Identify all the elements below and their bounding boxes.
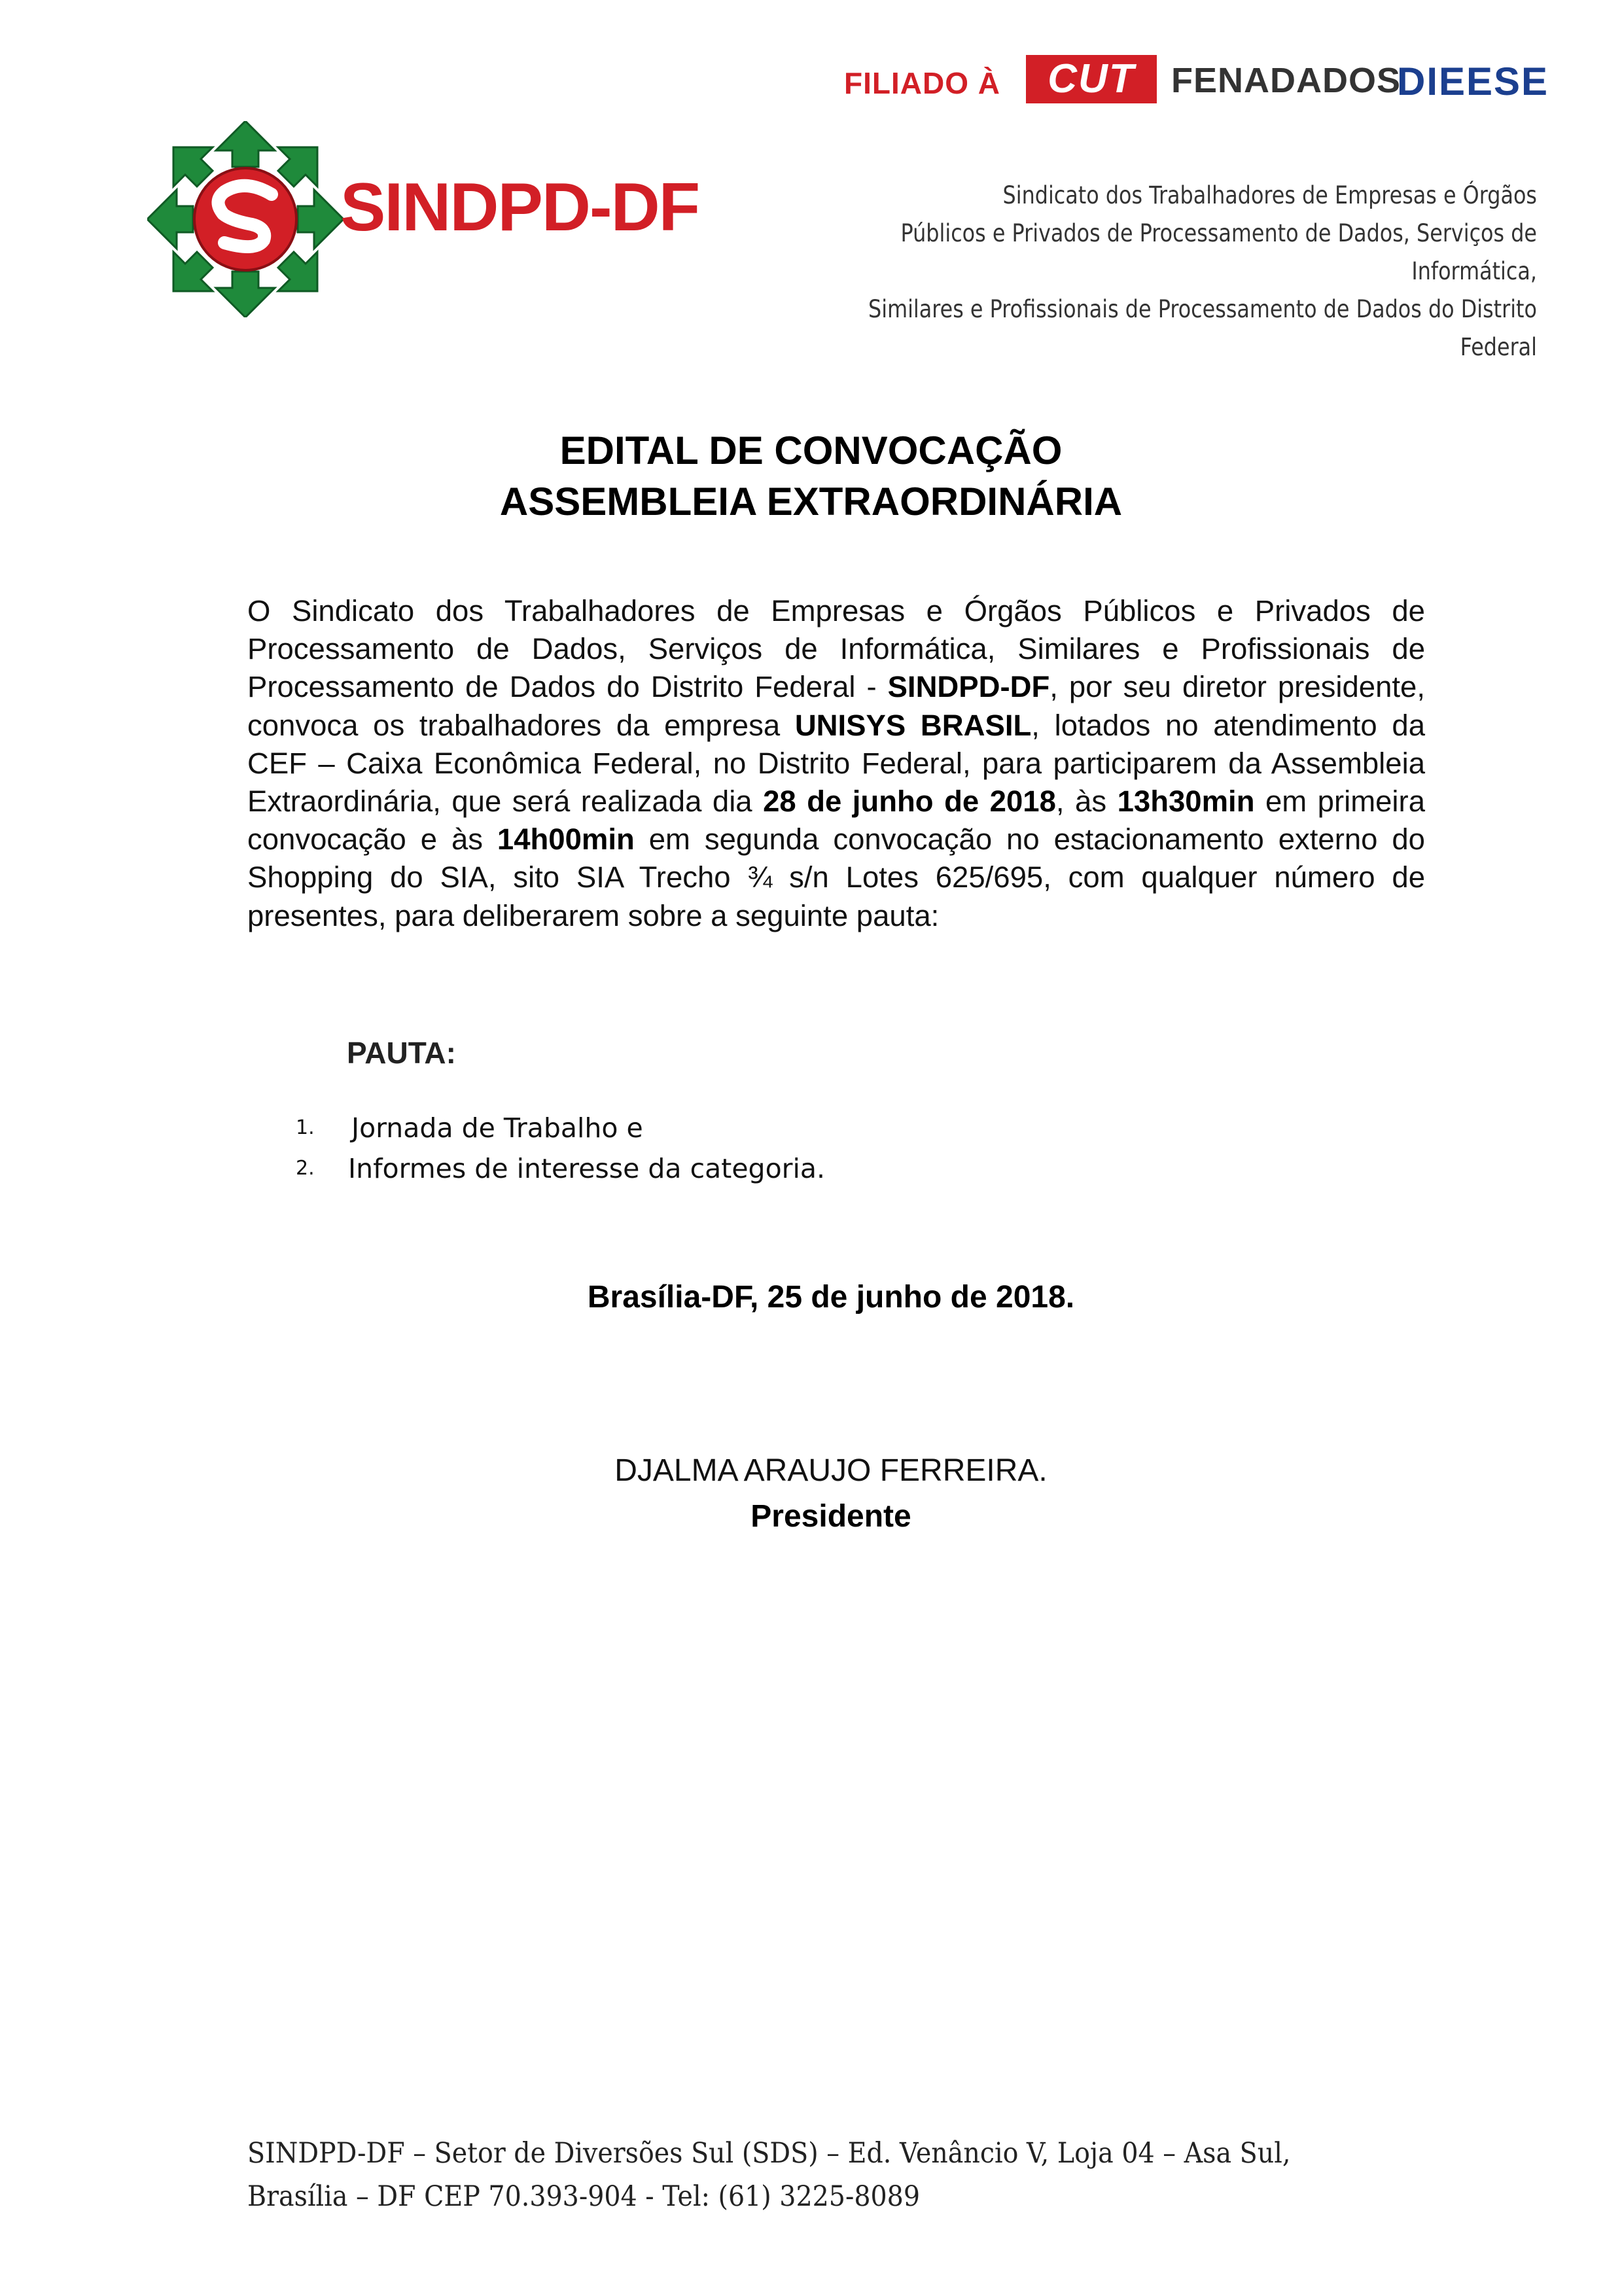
union-name: SINDPD-DF <box>887 670 1050 704</box>
footer-address <box>247 2132 1290 2218</box>
brand-name: SINDPD-DF <box>340 169 699 245</box>
sindpd-logo-icon <box>147 121 344 317</box>
affiliation-label: FILIADO À <box>844 66 1000 100</box>
cut-logo: CUT <box>1026 55 1157 103</box>
dieese-logo: DIEESE <box>1397 60 1549 103</box>
signer-name: DJALMA ARAUJO FERREIRA. <box>614 1453 1048 1488</box>
body-paragraph: O Sindicato dos Trabalhadores de Empresas e Órgãos Públicos e Privados de Processamento de Dados, Serviços de Informática, Similares e Profissionais de Processamento de Dados do Distrito Federal - SINDPD-DF, por seu diretor presidente, convoca os trabalhadores da empresa UNISYS BRASIL, lotados no atendimento da CEF – Caixa Econômica Federal, no Distrito Federal, para participarem da Assembleia Extraordinária, que será realizada dia 28 de junho de 2018, às 13h30min em primeira convocação e às 14h00min em segunda convocação no estacionamento externo do Shopping do SIA, sito SIA Trecho ¾ s/n Lotes 625/695, com qualquer número de presentes, para deliberarem sobre a seguinte pauta: <box>247 594 1426 932</box>
affiliation-strip <box>844 51 1570 110</box>
title-line-1: EDITAL DE CONVOCAÇÃO <box>559 429 1063 472</box>
org-description-line: Sindicato dos Trabalhadores de Empresas e Órgãos <box>1002 181 1537 209</box>
meeting-date: 28 de junho de 2018 <box>763 785 1056 819</box>
org-description-line: Similares e Profissionais de Processamento de Dados do Distrito Federal <box>868 295 1537 361</box>
document-title <box>0 425 1622 527</box>
place-date: Brasília-DF, 25 de junho de 2018. <box>587 1280 1075 1315</box>
first-call-time: 13h30min <box>1117 785 1255 819</box>
second-call-time: 14h00min <box>497 822 635 857</box>
company-name: UNISYS BRASIL <box>794 708 1032 742</box>
footer-line: SINDPD-DF – Setor de Diversões Sul (SDS) – Ed. Venâncio V, Loja 04 – Asa Sul, <box>247 2137 1291 2170</box>
org-description <box>862 177 1537 366</box>
footer-line: Brasília – DF CEP 70.393-904 - Tel: (61) 3225-8089 <box>247 2180 921 2213</box>
agenda-heading: PAUTA: <box>347 1036 456 1070</box>
signer-role: Presidente <box>750 1499 911 1534</box>
title-line-2: ASSEMBLEIA EXTRAORDINÁRIA <box>499 480 1123 523</box>
fenadados-logo: FENADADOS <box>1171 61 1402 100</box>
org-description-line: Públicos e Privados de Processamento de Dados, Serviços de Informática, <box>900 219 1537 285</box>
